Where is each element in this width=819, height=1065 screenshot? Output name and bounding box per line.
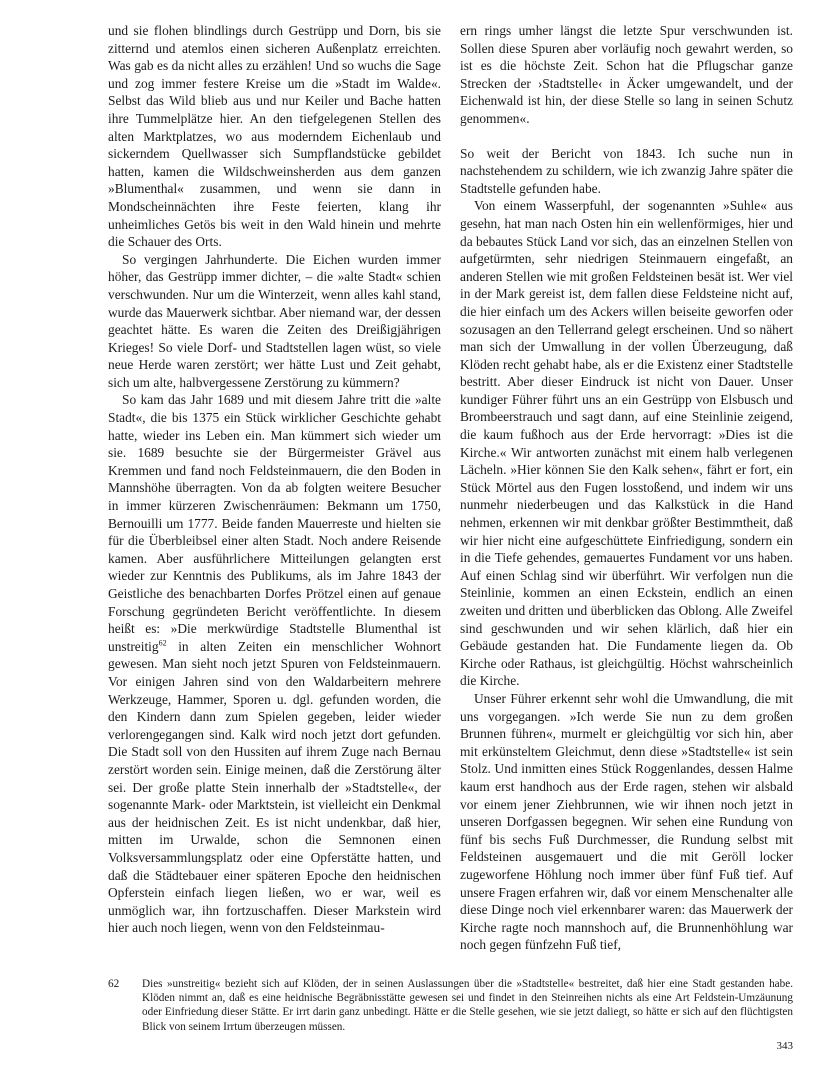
page-number: 343 [776,1040,793,1052]
footnote-reference[interactable]: 62 [158,638,167,648]
footnote-text: Dies »unstreitig« bezieht sich auf Klöden, der in seinen Auslassungen über die »Stadtstelle« bestreitet, daß hier eine Stadt gestanden habe. Klöden nimmt an, daß es eine heidnische Begräbnisstätte gewesen sei und findet in den Steinreihen nichts als eine Art Feldstein-Umzäunung oder Einfriedung dieser Stätte. Er irrt darin ganz unbedingt. Hätte er die Stelle gesehen, wie sie jetzt daliegt, so hätte er sich auf den flüchtigsten Blick von seinem Irrtum überzeugen müssen. [142,978,793,1033]
paragraph: ern rings umher längst die letzte Spur verschwunden ist. Sollen diese Spuren aber vorläufig noch gewahrt werden, so ist es die höchste Zeit. Schon hat die Pflugschar ganze Strecken der ›Stadtstelle‹ in Äcker umgewandelt, und der Eichenwald ist hin, der diese Stelle so lang in seinen Schutz genommen«. [460,23,793,126]
left-column [108,22,441,937]
paragraph: So weit der Bericht von 1843. Ich suche nun in nachstehendem zu schildern, wie ich zwanzig Jahre später die Stadtstelle gefunden habe. [460,145,793,196]
paragraph-text: in alten Zeiten ein menschlicher Wohnort gewesen. Man sieht noch jetzt Spuren von Feldsteinmauern. Vor einigen Jahren sind von den Waldarbeitern mehrere Werkzeuge, Hammer, Sporen u. dgl. gefunden worden, die den Kindern dann zum Spielen gegeben, leider wieder verlorengegangen sind. Kalk wird noch jetzt dort gefunden. Die Stadt soll von den Hussiten auf ihrem Zuge nach Bernau zerstört worden sein. Einige meinen, daß die Zerstörung älter sei. Der große platte Stein innerhalb der »Stadtstelle«, der sogenannte Mark- oder Marktstein, ist vielleicht ein Denkmal aus der heidnischen Zeit. Es ist nicht undenkbar, daß hier, mitten im Urwalde, schon die Semnonen einen Volksversammlungsplatz oder eine Opferstätte hatten, und daß die Städtebauer einer späteren Epoche den heidnischen Opferstein einfach liegen ließen, wo er war, weil es unmöglich war, ihn fortzuschaffen. Dieser Markstein wird hier auch noch liegen, wenn von den Feldsteinmau- [108,638,441,936]
footnote-number: 62 [108,978,120,990]
right-column [460,22,793,954]
paragraph: Unser Führer erkennt sehr wohl die Umwandlung, die mit uns vorgegangen. »Ich werde Sie nun zu dem großen Brunnen führen«, murmelt er gleichgültig vor sich hin, aber mit erkünsteltem Gleichmut, denn diese »Stadtstelle« ist sein Stolz. Und inmitten eines Stück Roggenlandes, dessen Halme kaum erst handhoch aus der Erde ragen, stehen wir alsbald vor einem jener Ziehbrunnen, wie wir ihnen noch jetzt in unseren Dorfgassen begegnen. Wir sehen eine Rundung von fünf bis sechs Fuß Durchmesser, die Rundung selbst mit Feldsteinen ausgemauert und die mit Geröll locker zugeworfene Höhlung noch immer über fünf Fuß tief. Auf unsere Fragen erfahren wir, daß vor einem Menschenalter alle diese Dinge noch viel erkennbarer waren: das Mauerwerk der Kirche ragte noch mannshoch auf, die Brunnenhöhlung war noch gegen fünfzehn Fuß tief, [460,690,793,953]
paragraph: und sie flohen blindlings durch Gestrüpp und Dorn, bis sie zitternd und atemlos einen sicheren Außenplatz erreichten. Was gab es da nicht alles zu erzählen! Und so wuchs die Sage und zog immer festere Kreise um die »Stadt im Walde«. Selbst das Wild blieb aus und nur Keiler und Bache hatten ihre Tummelplätze hier. An den tiefgelegenen Stellen des alten Marktplatzes, wo aus moderndem Eichenlaub und sickerndem Quellwasser sich Sumpflandstücke gebildet hatten, kamen die Wildschweinsherden aus dem ganzen »Blumenthal« zusammen, und wenn sie dann in Mondscheinnächten ihre Feste feierten, klang ihr unheimliches Getös bis weit in den Wald hinein und mehrte die Schauer des Orts. [108,23,441,250]
paragraph [108,391,441,936]
paragraph-text: So kam das Jahr 1689 und mit diesem Jahre tritt die »alte Stadt«, die bis 1375 ein Stück wirklicher Geschichte gehabt hatte, wieder ins Leben ein. Man kümmert sich wieder um sie. 1689 besuchte sie der Bürgermeister Grävel aus Kremmen und fand noch Feldsteinmauern, die den Boden in Mannshöhe überragten. Von da ab folgten weitere Besucher in immer kürzeren Zwischenräumen: Bekmann um 1750, Bernouilli um 1777. Beide fanden Mauerreste und hielten sie für die Überbleibsel einer alten Stadt. Noch andere Reisende kamen. Aber ausführlichere Mitteilungen gelangten erst wieder zur Kenntnis des Publikums, als im Jahre 1843 der Geistliche des benachbarten Dorfes Prötzel einen auf genaue Forschung gegründeten Bericht veröffentlichte. In diesem heißt es: »Die merkwürdige Stadtstelle Blumenthal ist unstreitig [108,392,441,654]
paragraph: Von einem Wasserpfuhl, der sogenannten »Suhle« aus gesehn, hat man nach Osten hin ein wellenförmiges, hier und da bebautes Stück Land vor sich, das an einzelnen Stellen von aufgetürmten, sehr niedrigen Steinmauern eingefaßt, an anderen Stellen wie mit großen Feldsteinen besät ist. Wer viel in der Mark gereist ist, dem fallen diese Feldsteine nicht auf, die hier einfach um des Ackers willen beiseite geworfen oder sozusagen an den Tellerrand gelegt erscheinen. Und so nähert man sich der Umwallung in der vollen Überzeugung, daß Klöden recht gehabt habe, als er die Existenz einer Stadtstelle bestritt. Aber dieser Eindruck ist nicht von Dauer. Unser kundiger Führer führt uns an ein Gestrüpp von Elsbusch und Brombeerstrauch und sagt dann, auf eine Steinlinie zeigend, die kaum fußhoch aus der Erde hervorragt: »Dies ist die Kirche.« Wir antworten zunächst mit einem halb verlegenen Lächeln. »Hier können Sie den Kalk sehen«, fährt er fort, ein Stück Mörtel aus den Fugen losstoßend, und indem wir uns nunmehr niederbeugen und das Kalkstück in die Hand nehmen, erkennen wir mit denkbar größter Bestimmtheit, daß wir hier nicht eine aufgeschüttete Einfriedigung, sondern ein in die Tiefe gehendes, gemauertes Fundament vor uns haben. Auf einen Schlag sind wir überführt. Wir verfolgen nun die Steinlinie, kommen an einen Eckstein, endlich an einen zweiten und dritten und überblicken das Oblong. Alle Zweifel sind geschwunden und wir sehen klärlich, daß hier ein Gebäude gestanden hat. Die Fundamente liegen da. Ob Kirche oder Rathaus, ist gleichgültig. Höchst wahrscheinlich die Kirche. [460,198,793,689]
paragraph: So vergingen Jahrhunderte. Die Eichen wurden immer höher, das Gestrüpp immer dichter, – die »alte Stadt« schien verschwunden. Nur um die Winterzeit, wenn alles kahl stand, wurde das Mauerwerk sichtbar. Aber niemand war, der dessen geachtet hätte. Es waren die Zeiten des Dreißigjährigen Krieges! So viele Dorf- und Stadtstellen lagen wüst, so viele neue Herde waren zerstört; wer hätte Lust und Zeit gehabt, sich um alte, halbvergessene Zerstörung zu kümmern? [108,251,441,390]
footnote [108,977,793,1034]
